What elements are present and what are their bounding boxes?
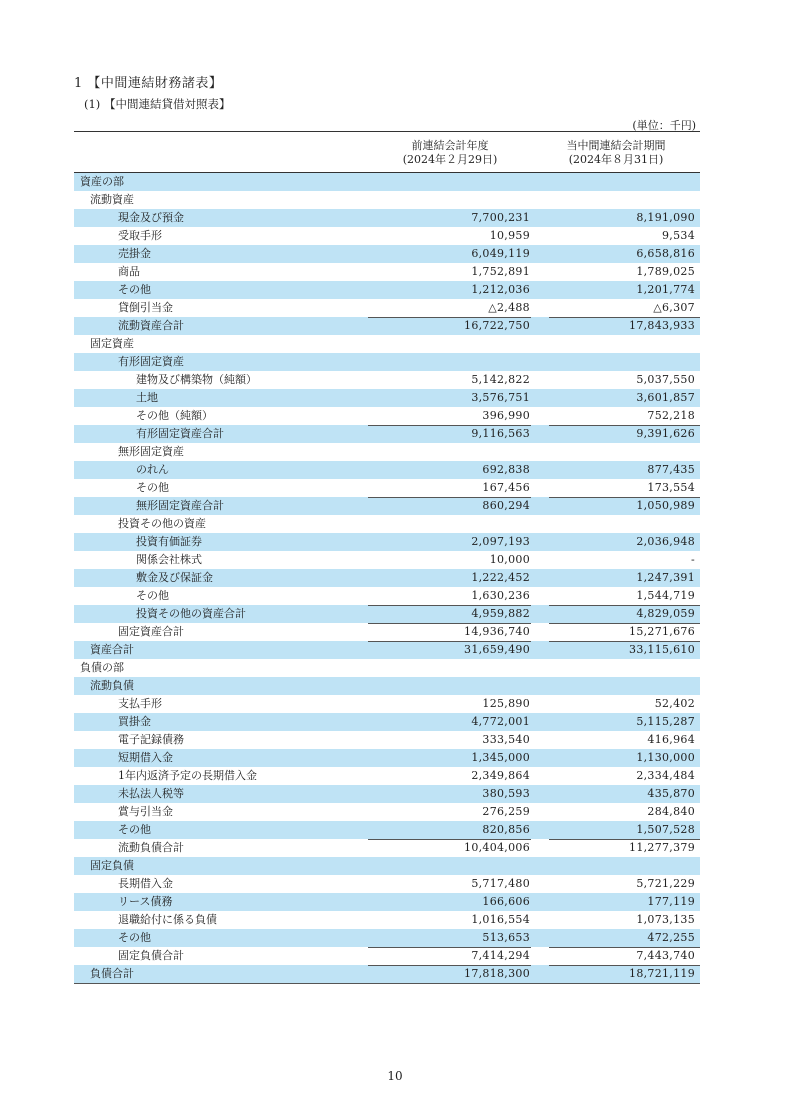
table-row	[74, 929, 700, 947]
table-row	[74, 767, 700, 785]
row-label: 資産の部	[80, 175, 124, 188]
row-label: その他	[118, 283, 151, 296]
value-curr: 1,130,000	[636, 751, 695, 764]
value-curr: 1,201,774	[636, 283, 695, 296]
balance-sheet-table	[74, 173, 700, 983]
row-label: その他	[118, 823, 151, 836]
value-curr: 4,829,059	[636, 607, 695, 620]
row-label: その他	[136, 481, 169, 494]
row-label: 建物及び構築物（純額）	[136, 373, 257, 386]
row-label: 流動資産合計	[118, 319, 184, 332]
table-row	[74, 587, 700, 605]
table-row	[74, 623, 700, 641]
value-prev: 1,212,036	[471, 283, 530, 296]
value-prev: 2,097,193	[471, 535, 530, 548]
row-label: 固定資産合計	[118, 625, 184, 638]
table-row	[74, 479, 700, 497]
value-curr: 416,964	[647, 733, 695, 746]
value-curr: 3,601,857	[636, 391, 695, 404]
table-bottom-rule	[74, 983, 700, 984]
table-row	[74, 389, 700, 407]
value-prev: 16,722,750	[464, 319, 530, 332]
row-label: 流動資産	[90, 193, 134, 206]
value-curr: 284,840	[647, 805, 695, 818]
row-label: 退職給付に係る負債	[118, 913, 217, 926]
value-prev: 1,345,000	[471, 751, 530, 764]
value-curr: 5,115,287	[636, 715, 695, 728]
row-label: 無形固定資産	[118, 445, 184, 458]
value-curr: 5,721,229	[636, 877, 695, 890]
value-prev: 14,936,740	[464, 625, 530, 638]
row-label: その他	[136, 589, 169, 602]
statement-title: (1) 【中間連結貸借対照表】	[84, 97, 231, 111]
value-prev: △2,488	[488, 301, 530, 314]
row-label: 賞与引当金	[118, 805, 173, 818]
value-curr: 1,247,391	[636, 571, 695, 584]
value-curr: 1,544,719	[636, 589, 695, 602]
value-curr: 8,191,090	[636, 211, 695, 224]
value-curr: 2,334,484	[636, 769, 695, 782]
value-curr: 1,789,025	[636, 265, 695, 278]
column-header-prev-date: (2024年２月29日)	[402, 153, 498, 166]
table-row	[74, 443, 700, 461]
row-label: 有形固定資産合計	[136, 427, 224, 440]
value-prev: 1,630,236	[471, 589, 530, 602]
value-prev: 10,404,006	[464, 841, 530, 854]
value-prev: 4,772,001	[471, 715, 530, 728]
value-curr: 52,402	[654, 697, 695, 710]
row-label: 投資その他の資産合計	[136, 607, 246, 620]
value-prev: 17,818,300	[464, 967, 530, 980]
row-label: 固定負債合計	[118, 949, 184, 962]
value-curr: 11,277,379	[629, 841, 695, 854]
value-prev: 3,576,751	[471, 391, 530, 404]
value-curr: 6,658,816	[636, 247, 695, 260]
table-row	[74, 263, 700, 281]
table-row	[74, 299, 700, 317]
value-curr: △6,307	[653, 301, 695, 314]
table-row	[74, 875, 700, 893]
row-label: 資産合計	[90, 643, 134, 656]
row-label: その他	[118, 931, 151, 944]
row-label: その他（純額）	[136, 409, 213, 422]
row-label: 関係会社株式	[136, 553, 202, 566]
table-row	[74, 857, 700, 875]
value-prev: 5,142,822	[471, 373, 530, 386]
value-curr: 9,391,626	[636, 427, 695, 440]
table-row	[74, 965, 700, 983]
table-row	[74, 371, 700, 389]
value-curr: 18,721,119	[629, 967, 695, 980]
value-prev: 860,294	[482, 499, 530, 512]
value-prev: 125,890	[482, 697, 530, 710]
value-curr: 435,870	[647, 787, 695, 800]
table-row	[74, 227, 700, 245]
value-prev: 4,959,882	[471, 607, 530, 620]
table-row	[74, 695, 700, 713]
table-row	[74, 245, 700, 263]
table-row	[74, 551, 700, 569]
row-label: 投資有価証券	[136, 535, 202, 548]
row-label: リース債務	[118, 895, 173, 908]
value-curr: 877,435	[647, 463, 695, 476]
value-curr: 2,036,948	[636, 535, 695, 548]
row-label: 流動負債合計	[118, 841, 184, 854]
unit-label: (単位：千円)	[632, 119, 696, 132]
value-prev: 1,752,891	[471, 265, 530, 278]
table-row	[74, 749, 700, 767]
table-row	[74, 641, 700, 659]
table-row	[74, 335, 700, 353]
value-prev: 380,593	[482, 787, 530, 800]
row-label: 1年内返済予定の長期借入金	[118, 769, 257, 782]
value-prev: 6,049,119	[471, 247, 530, 260]
table-row	[74, 425, 700, 443]
table-row	[74, 713, 700, 731]
table-row	[74, 605, 700, 623]
table-row	[74, 785, 700, 803]
table-row	[74, 497, 700, 515]
value-prev: 2,349,864	[471, 769, 530, 782]
row-label: 投資その他の資産	[118, 517, 206, 530]
row-label: 流動負債	[90, 679, 134, 692]
column-header-curr-period: 当中間連結会計期間	[566, 139, 666, 152]
table-row	[74, 407, 700, 425]
table-row	[74, 911, 700, 929]
row-label: 商品	[118, 265, 140, 278]
value-curr: 1,507,528	[636, 823, 695, 836]
value-prev: 9,116,563	[471, 427, 530, 440]
value-prev: 5,717,480	[471, 877, 530, 890]
page-number: 10	[387, 1069, 403, 1083]
row-label: 短期借入金	[118, 751, 173, 764]
value-curr: 9,534	[662, 229, 695, 242]
header-top-rule	[74, 131, 700, 132]
value-curr: 472,255	[647, 931, 695, 944]
value-curr: 177,119	[647, 895, 695, 908]
value-curr: 33,115,610	[629, 643, 695, 656]
table-row	[74, 659, 700, 677]
column-header-prev-period: 前連結会計年度	[411, 139, 489, 152]
row-label: 土地	[136, 391, 158, 404]
row-label: 現金及び預金	[118, 211, 184, 224]
value-curr: 5,037,550	[636, 373, 695, 386]
row-label: 敷金及び保証金	[136, 571, 213, 584]
row-label: 支払手形	[118, 697, 162, 710]
table-row	[74, 281, 700, 299]
value-prev: 167,456	[482, 481, 530, 494]
value-prev: 7,700,231	[471, 211, 530, 224]
value-prev: 820,856	[482, 823, 530, 836]
column-header-prev	[370, 139, 530, 167]
table-row	[74, 173, 700, 191]
row-label: 未払法人税等	[118, 787, 184, 800]
row-label: 負債の部	[80, 661, 124, 674]
value-curr: 173,554	[647, 481, 695, 494]
value-prev: 1,016,554	[471, 913, 530, 926]
row-label: 無形固定資産合計	[136, 499, 224, 512]
table-row	[74, 731, 700, 749]
column-header-curr-date: (2024年８月31日)	[568, 153, 664, 166]
value-curr: 17,843,933	[629, 319, 695, 332]
table-row	[74, 947, 700, 965]
value-prev: 692,838	[482, 463, 530, 476]
table-row	[74, 677, 700, 695]
table-row	[74, 821, 700, 839]
row-label: 買掛金	[118, 715, 151, 728]
value-prev: 396,990	[482, 409, 530, 422]
table-row	[74, 191, 700, 209]
row-label: のれん	[136, 463, 169, 476]
table-row	[74, 353, 700, 371]
row-label: 固定資産	[90, 337, 134, 350]
value-prev: 333,540	[482, 733, 530, 746]
value-prev: 1,222,452	[471, 571, 530, 584]
table-row	[74, 569, 700, 587]
value-curr: 1,050,989	[636, 499, 695, 512]
table-row	[74, 893, 700, 911]
table-row	[74, 209, 700, 227]
value-prev: 10,000	[489, 553, 530, 566]
value-curr: 752,218	[647, 409, 695, 422]
table-row	[74, 515, 700, 533]
column-header-curr	[536, 139, 696, 167]
value-prev: 513,653	[482, 931, 530, 944]
value-curr: 15,271,676	[629, 625, 695, 638]
table-row	[74, 317, 700, 335]
value-curr: 1,073,135	[636, 913, 695, 926]
value-curr: -	[690, 553, 695, 566]
row-label: 固定負債	[90, 859, 134, 872]
table-row	[74, 461, 700, 479]
row-label: 受取手形	[118, 229, 162, 242]
row-label: 負債合計	[90, 967, 134, 980]
row-label: 電子記録債務	[118, 733, 184, 746]
table-row	[74, 839, 700, 857]
table-row	[74, 533, 700, 551]
value-curr: 7,443,740	[636, 949, 695, 962]
section-heading: 1 【中間連結財務諸表】	[74, 76, 223, 91]
row-label: 有形固定資産	[118, 355, 184, 368]
row-label: 貸倒引当金	[118, 301, 173, 314]
value-prev: 10,959	[489, 229, 530, 242]
value-prev: 31,659,490	[464, 643, 530, 656]
value-prev: 276,259	[482, 805, 530, 818]
table-row	[74, 803, 700, 821]
value-prev: 166,606	[482, 895, 530, 908]
value-prev: 7,414,294	[471, 949, 530, 962]
row-label: 売掛金	[118, 247, 151, 260]
row-label: 長期借入金	[118, 877, 173, 890]
